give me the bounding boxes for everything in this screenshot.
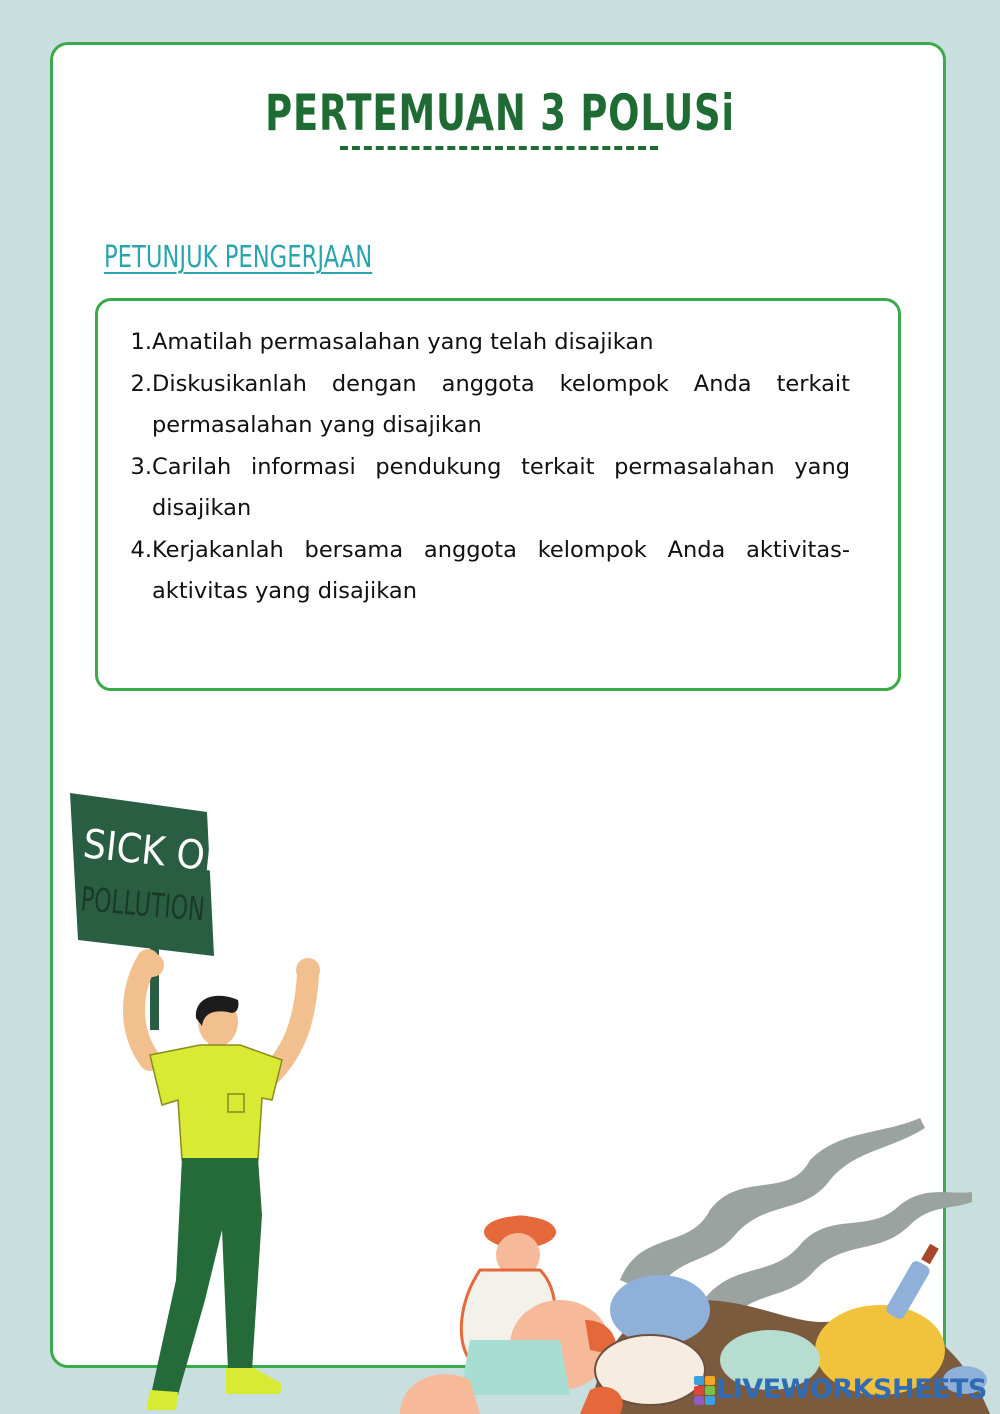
list-item-number: 4. — [130, 536, 152, 563]
list-item-number: 2. — [130, 370, 152, 397]
list-item-text: Amatilah permasalahan yang telah disajikan — [152, 329, 654, 355]
cleaner-shorts — [460, 1340, 570, 1395]
list-item-text: Carilah informasi pendukung terkait permasalahan yang disajikan — [152, 453, 850, 521]
liveworksheets-watermark — [694, 1374, 987, 1405]
liveworksheets-logo-icon — [694, 1376, 714, 1404]
list-item-text: Diskusikanlah dengan anggota kelompok Anda terkait permasalahan yang disajikan — [152, 370, 850, 438]
cleaner-leg — [400, 1374, 480, 1414]
garbage-bag — [610, 1275, 710, 1345]
list-item-number: 3. — [130, 453, 152, 480]
sign-text-line1: SICK OF — [80, 821, 228, 882]
instructions-heading: PETUNJUK PENGERJAAN — [104, 240, 373, 275]
list-item-text: Kerjakanlah bersama anggota kelompok Anda aktivitas-aktivitas yang disajikan — [152, 536, 850, 604]
page-title: PERTEMUAN 3 POLUSi — [265, 84, 735, 142]
sign-text-line2: POLLUTION — [79, 879, 249, 933]
bottle-cap — [921, 1244, 939, 1265]
watermark-text: LIVEWORKSHEETS — [716, 1374, 987, 1405]
list-item-number: 1. — [130, 329, 152, 355]
